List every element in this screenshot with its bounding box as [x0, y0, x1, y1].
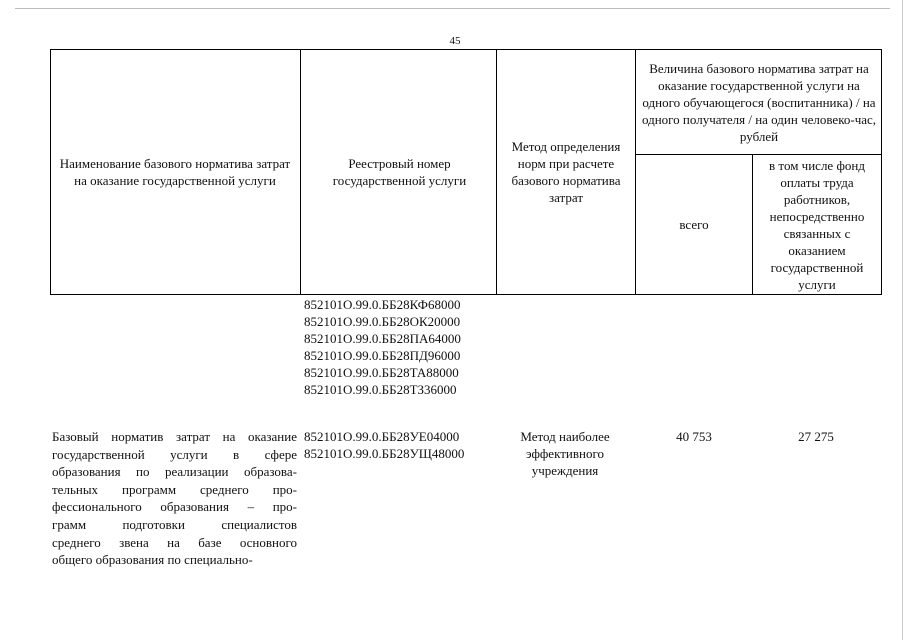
header-registry-text: Реестровый номер государственной услуги — [332, 156, 467, 188]
registry-code: 852101О.99.0.ББ28ПД96000 — [304, 348, 461, 363]
registry-code: 852101О.99.0.ББ28ОК20000 — [304, 314, 461, 329]
vline-2 — [300, 49, 301, 295]
vline-5 — [752, 154, 753, 295]
registry-code: 852101О.99.0.ББ28УЕ04000 — [304, 429, 460, 444]
row-name-line: фессионального образования – про- — [52, 499, 297, 515]
header-total-text: всего — [679, 217, 709, 232]
header-fund — [755, 155, 879, 294]
page-number: 45 — [449, 35, 461, 47]
registry-code: 852101О.99.0.ББ28УЩ48000 — [304, 446, 465, 461]
row-name-line: Базовый норматив затрат на оказание — [52, 429, 297, 444]
header-name — [52, 50, 298, 294]
registry-code: 852101О.99.0.ББ28ТА88000 — [304, 365, 459, 380]
row-name-line: государственной услуги в сфере — [52, 446, 297, 462]
row-name-line: образования по реализации образова- — [52, 464, 297, 480]
vline-4 — [635, 49, 636, 295]
continued-codes-list — [304, 296, 461, 398]
registry-code: 852101О.99.0.ББ28ТЗ36000 — [304, 382, 457, 397]
header-method — [499, 50, 633, 294]
header-total — [637, 155, 751, 294]
vline-left — [50, 49, 51, 295]
header-name-text: Наименование базового норматива затрат на оказание государственной услуги — [59, 156, 291, 188]
header-registry — [312, 50, 487, 294]
row-method: Метод наиболее эффективного учреждения — [520, 429, 610, 478]
header-fund-text: в том числе фонд оплаты труда работников, непосредственно связанных с оказанием государственной услуги — [769, 157, 865, 292]
row-name-line: грамм подготовки специалистов — [52, 516, 297, 532]
header-value-group — [640, 51, 878, 153]
row-name-line: тельных программ среднего про- — [52, 481, 297, 497]
row-total-value: 40 753 — [676, 429, 712, 444]
scan-right-border — [902, 0, 903, 640]
header-bottom-border — [50, 294, 882, 295]
vline-3 — [496, 49, 497, 295]
scan-top-border — [15, 8, 890, 9]
header-value-group-text: Величина базового норматива затрат на оказание государственной услуги на одного обучающегося (воспитанника) / на одного получателя / на один человеко-час, рублей — [641, 60, 877, 144]
header-method-text: Метод определения норм при расчете базового норматива затрат — [511, 139, 621, 205]
registry-code: 852101О.99.0.ББ28ПА64000 — [304, 331, 461, 346]
registry-code: 852101О.99.0.ББ28КФ68000 — [304, 297, 461, 312]
row-service-name — [52, 428, 297, 569]
row-name-line: среднего звена на базе основного — [52, 534, 297, 550]
row-fund-value: 27 275 — [798, 429, 834, 444]
vline-right — [881, 49, 882, 295]
row-codes-list — [304, 428, 464, 462]
row-name-line: общего образования по специально- — [52, 552, 253, 568]
